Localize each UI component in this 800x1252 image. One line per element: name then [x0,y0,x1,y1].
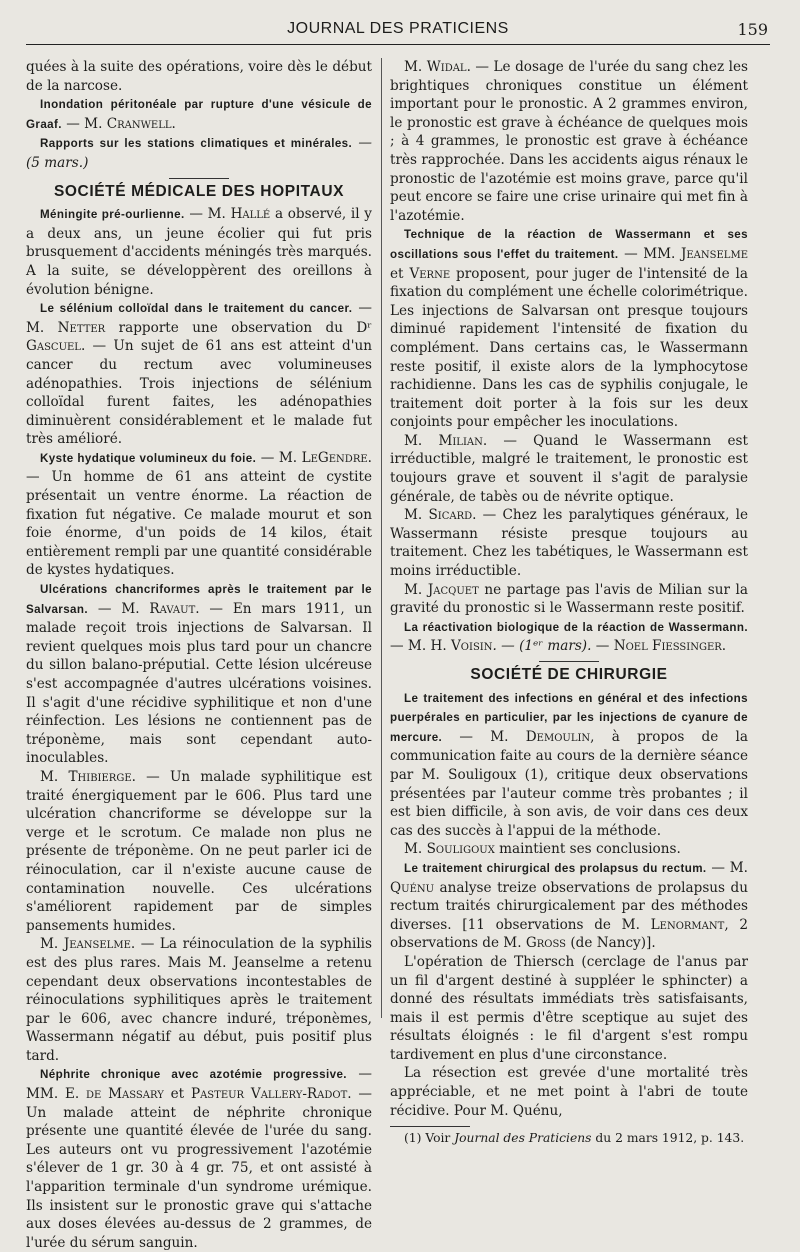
footnote: (1) Voir Journal des Praticiens du 2 mars 1912, p. 143. [404,1131,745,1146]
running-header [26,14,770,45]
author-name: Verne [409,265,451,282]
article-graaf: Inondation péritonéale par rupture d'une vésicule de Graaf. — M. Cranwell. [26,98,372,132]
author-name: Ravaut [149,600,196,617]
article-heading: Le traitement chirurgical des prolapsus du rectum. [404,861,707,875]
reporter-signature: Noel Fiessinger [613,638,722,655]
article-heading: Le traitement des infections en général et des infections puerpérales en particulier, par les injections de cyanure de mercure. [390,691,748,744]
author-name: Lenormant [650,916,725,933]
article-kyste: Kyste hydatique volumineux du foie. — M. LeGendre. — Un homme de 61 ans atteint de cystite présentait un ventre énorme. La réaction de fixation fut négative. Ce malade mourut et son foie énorme, d'un poids de 14 kilos, était entièrement rempli par une quantité considérable de kystes hydatiques. [26,449,372,579]
article-selenium: Le sélénium colloïdal dans le traitement du cancer. — M. Netter rapporte une observation du Dʳ Gascuel. — Un sujet de 61 ans est atteint d'un cancer du rectum avec volumineuses adénopathies. Trois injections de sélénium colloïdal furent faites, les adénopathies diminuèrent considérablement et le malade fut très amélioré. [26,300,373,448]
author-name: de Massary [86,1086,164,1103]
paragraph-milian: M. Milian. — Quand le Wassermann est irréductible, malgré le traitement, le pronostic est toujours grave et souvent il s'agit de paralysie générale, de tabès ou de névrite optique. [390,432,748,505]
author-name: Souligoux [426,841,495,858]
column-rule [381,58,382,1018]
article-heading: La réactivation biologique de la réaction de Wassermann. [404,620,748,634]
author-name: Widal [426,59,467,75]
article-heading: Néphrite chronique avec azotémie progressive. [40,1068,347,1082]
article-heading: Rapports sur les stations climatiques et minérales. [40,137,353,151]
author-name: LeGendre [301,449,368,466]
paragraph-thibierge: M. Thibierge. — Un malade syphilitique est traité énergiquement par le 606. Plus tard une ulcération chancriforme se développe sur la verge et le scrotum. Ce malade non plus ne présente de tréponème. On ne peut parler ici de réinoculation, car il n'existe aucune cause de contamination nouvelle. Ces ulcérations s'améliorent rapidement par de simples pansements humides. [26,768,372,934]
paragraph-jeanselme: M. Jeanselme. — La réinoculation de la syphilis est des plus rares. Mais M. Jeanselme a retenu cependant deux observations incontestables de réinoculations syphilitiques après le traitement par le 606, avec chancre induré, tréponèmes, Wassermann négatif au début, puis positif plus tard. [26,936,373,1064]
paragraph-widal: M. Widal. — Le dosage de l'urée du sang chez les brightiques chroniques constitue un élément important pour le pronostic. A 2 grammes environ, le pronostic est grave à échéance de quelques mois ; à 4 grammes, le pronostic est grave à échéance très rapprochée. Dans les accidents aigus rénaux le pronostic de l'azotémie est moins grave, parce qu'il peut encore se faire une crise urinaire qui met fin à l'azotémie. [390,59,749,224]
author-name: Jeanselme [680,245,748,262]
article-meningite: Méningite pré-ourlienne. — M. Hallé a observé, il y a deux ans, un jeune écolier qui fut pris brusquement d'accidents méningés très marqués. A la suite, se développèrent des oreillons à évolution bénigne. [26,206,372,298]
author-name: Milian [438,432,483,449]
author-name: Thibierge [68,768,132,785]
article-stations [26,134,372,172]
right-column [390,58,748,1146]
article-heading: Kyste hydatique volumineux du foie. [40,451,257,465]
section-divider [539,661,599,662]
section-title-medicale: SOCIÉTÉ MÉDICALE DES HOPITAUX [53,182,345,200]
author-name: Jeanselme [63,936,131,953]
article-ulcerations: Ulcérations chancriformes après le traitement par le Salvarsan. — M. Ravaut. — En mars 1911, un malade reçoit trois injections de Salvarsan. Il revient quelques mois plus tard pour un chancre du sillon balano-préputial. Cette lésion ulcéreuse s'est accompagnée d'autres ulcérations voisines. Il s'agit d'une récidive syphilitique et non d'une réinfection. Les lésions ne contiennent pas de tréponème, mais sont cependant auto-inoculables. [26,583,372,767]
section-title-chirurgie: SOCIÉTÉ DE CHIRURGIE [470,666,668,683]
article-reactivation: La réactivation biologique de la réaction de Wassermann. — M. H. Voisin. — (1ᵉʳ mars). — Noel Fiessinger. [390,620,748,655]
article-heading: Méningite pré-ourlienne. [40,208,185,222]
author-name: Gascuel [26,338,81,355]
paragraph-resection: La résection est grevée d'une mortalité très appréciable, et ne met point à l'abri de toute récidive. Pour M. Quénu, [390,1065,748,1119]
journal-reference: Journal des Praticiens [454,1131,592,1146]
author-name: Voisin [450,638,493,655]
author-name: Cranwell [106,115,172,132]
page-number: 159 [737,20,768,39]
footnote-rule [390,1126,470,1127]
article-heading: Technique de la réaction de Wassermann et ses oscillations sous l'effet du traitement. [390,228,748,261]
paragraph-souligoux: M. Souligoux maintient ses conclusions. [404,841,681,858]
author-name: Gross [525,935,566,952]
article-heading: Ulcérations chancriformes après le traitement par le Salvarsan. [26,583,372,616]
paragraph-jacquet: M. Jacquet ne partage pas l'avis de Milian sur la gravité du pronostic si le Wassermann reste positif. [390,581,749,617]
journal-title: JOURNAL DES PRATICIENS [287,20,509,37]
author-name: Pasteur Vallery-Radot [190,1086,348,1103]
article-wassermann-technique: Technique de la réaction de Wassermann et ses oscillations sous l'effet du traitement. — MM. Jeanselme et Verne proposent, pour juger de l'intensité de la fixation du complément une échelle colorimétrique. Les injections de Salvarsan ont presque toujours diminué rapidement l'intensité de fixation du complément. Dans certains cas, le Wassermann reste positif, il existe alors de la lymphocytose rachidienne. Dans les cas de syphilis conjugale, le traitement doit porter à la fois sur les deux conjoints pour empêcher les inoculations. [390,228,748,431]
author-name: Demoulin [525,728,591,745]
section-divider [169,178,229,179]
left-column [26,58,372,1252]
author-name: Hallé [230,206,271,223]
paragraph-thiersch: L'opération de Thiersch (cerclage de l'anus par un fil d'argent destiné à suppléer le sphincter) a donné des résultats immédiats très satisfaisants, mais il est permis d'être sceptique au sujet des résultats éloignés : le fil d'argent s'est rompu tardivement en plus d'une circonstance. [390,953,748,1063]
date-note: — (5 mars.) [26,135,372,171]
article-nephrite: Néphrite chronique avec azotémie progressive. — MM. E. de Massary et Pasteur Vallery-Radot. — Un malade atteint de néphrite chronique présente une quantité élevée de l'urée du sang. Les auteurs ont vu progressivement l'azotémie s'élever de 1 gr. 30 à 4 gr. 75, et ont assisté à l'apparition terminale d'un syndrome urémique. Ils insistent sur le pronostic grave qui s'attache aux doses élevées au-dessus de 2 grammes, de l'urée du sérum sanguin. [26,1066,372,1251]
article-prolapsus: Le traitement chirurgical des prolapsus du rectum. — M. Quénu analyse treize observations de prolapsus du rectum traités chirurgicalement par des méthodes diverses. [11 observations de M. Lenormant, 2 observations de M. Gross (de Nancy)]. [390,859,748,952]
paragraph-sicard: M. Sicard. — Chez les paralytiques généraux, le Wassermann résiste presque toujours au traitement. Chez les tabétiques, le Wassermann est moins irréductible. [390,507,748,580]
author-name: Quénu [390,879,435,896]
article-heading: Inondation péritonéale par rupture d'une vésicule de Graaf. [26,98,372,131]
author-name: Sicard [428,507,473,524]
article-heading: Le sélénium colloïdal dans le traitement du cancer. [40,302,353,316]
article-cyanure: Le traitement des infections en général et des infections puerpérales en particulier, par les injections de cyanure de mercure. — M. Demoulin, à propos de la communication faite au cours de la dernière séance par M. Souligoux (1), critique deux observations présentées par l'auteur comme très probantes ; il est bien difficile, à son avis, de voir dans ces deux cas des succès à l'appui de la méthode. [390,691,748,839]
continued-paragraph: quées à la suite des opérations, voire dès le début de la narcose. [26,59,372,94]
author-name: Netter [57,319,106,336]
author-name: Jacquet [427,581,479,598]
date-note: . — (1ᵉʳ mars). [492,638,592,655]
